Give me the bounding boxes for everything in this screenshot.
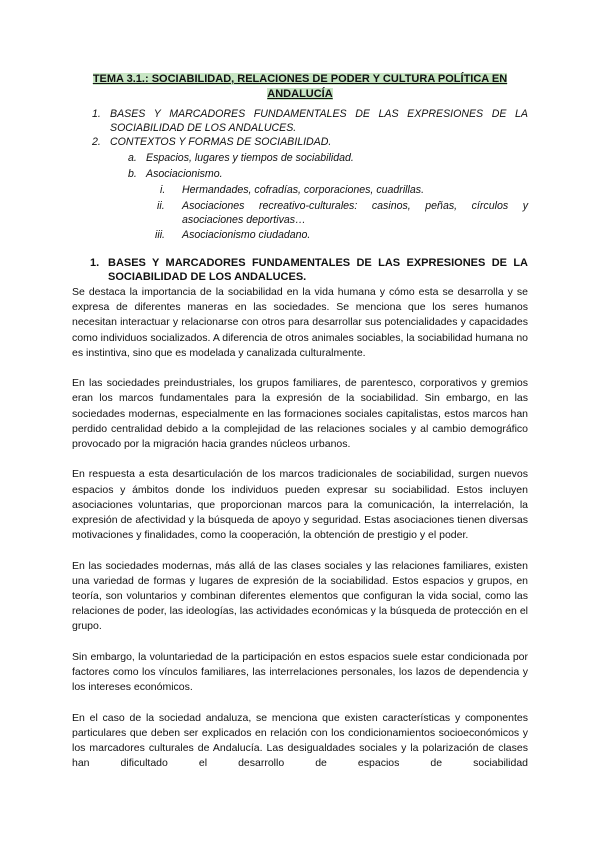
toc-text: Asociaciones recreativo-culturales: casinos, peñas, círculos y asociaciones deportivas… xyxy=(182,200,528,226)
toc-marker: 2. xyxy=(92,136,101,148)
toc-text: Asociacionismo. xyxy=(146,168,223,180)
toc-text: CONTEXTOS Y FORMAS DE SOCIABILIDAD. xyxy=(110,136,332,148)
toc-marker: ii. xyxy=(157,200,165,212)
toc-text: Hermandades, cofradías, corporaciones, cuadrillas. xyxy=(182,184,425,196)
paragraph: En el caso de la sociedad andaluza, se menciona que existen características y componentes particulares que deben ser explicados en relación con los condicionamientos socioeconómicos y los marcadores culturales de Andalucía. Las desigualdades sociales y la polarización de clases han dificultado el desarrollo de espacios de sociabilidad xyxy=(72,711,528,770)
document-title xyxy=(70,72,530,102)
section-heading-text: BASES Y MARCADORES FUNDAMENTALES DE LAS EXPRESIONES DE LA SOCIABILIDAD DE LOS ANDALUCES. xyxy=(108,257,528,283)
toc-text: BASES Y MARCADORES FUNDAMENTALES DE LAS EXPRESIONES DE LA SOCIABILIDAD DE LOS ANDALUCES. xyxy=(110,108,528,134)
toc-text: Espacios, lugares y tiempos de sociabilidad. xyxy=(146,152,354,164)
toc-marker: b. xyxy=(128,168,137,180)
paragraph: Se destaca la importancia de la sociabilidad en la vida humana y cómo esta se desarrolla y se expresa de diferentes maneras en las sociedades. Se menciona que los seres humanos necesitan interactuar y relacionarse con otros para desarrollar sus potencialidades y capacidades como individuos socializados. A diferencia de otros animales sociables, la sociabilidad humana no es instintiva, sino que es modelada y canalizada culturalmente. xyxy=(72,286,528,359)
paragraph: Sin embargo, la voluntariedad de la participación en estos espacios suele estar condicionada por factores como los vínculos familiares, las interrelaciones personales, los lazos de dependencia y los intereses económicos. xyxy=(72,650,528,694)
toc-marker: 1. xyxy=(92,108,101,120)
toc-marker: iii. xyxy=(155,229,166,241)
toc-text: Asociacionismo ciudadano. xyxy=(182,229,311,241)
section-number: 1. xyxy=(90,257,100,269)
paragraph: En respuesta a esta desarticulación de los marcos tradicionales de sociabilidad, surgen nuevos espacios y ámbitos donde los individuos pueden expresar su sociabilidad. Estos incluyen asociaciones voluntarias, que proporcionan marcos para la comunicación, la interrelación, la expresión de afectividad y la búsqueda de apoyo y seguridad. Estas asociaciones tienen diversas motivaciones y finalidades, como la cooperación, la obtención de prestigio y el poder. xyxy=(72,468,528,542)
body-text xyxy=(72,285,528,787)
paragraph: En las sociedades preindustriales, los grupos familiares, de parentesco, corporativos y gremios eran los marcos fundamentales para la expresión de la sociabilidad. Sin embargo, en las sociedades modernas, especialmente en las formaciones sociales capitalistas, estos marcos han perdido centralidad debido a la complejidad de las relaciones sociales y al cambio demográfico provocado por la migración hacia grandes núcleos urbanos. xyxy=(72,377,528,451)
paragraph: En las sociedades modernas, más allá de las clases sociales y las relaciones familiares, existen una variedad de formas y lugares de expresión de la sociabilidad. Estos espacios y grupos, en teoría, son voluntarios y combinan diferentes elementos que configuran la vida social, como las relaciones de poder, las ideologías, las actividades económicas y la búsqueda de protección en el grupo. xyxy=(72,559,528,633)
toc-marker: i. xyxy=(160,184,166,196)
document-title-text: TEMA 3.1.: SOCIABILIDAD, RELACIONES DE PODER Y CULTURA POLÍTICA EN ANDALUCÍA xyxy=(92,73,508,100)
toc-marker: a. xyxy=(128,152,137,164)
